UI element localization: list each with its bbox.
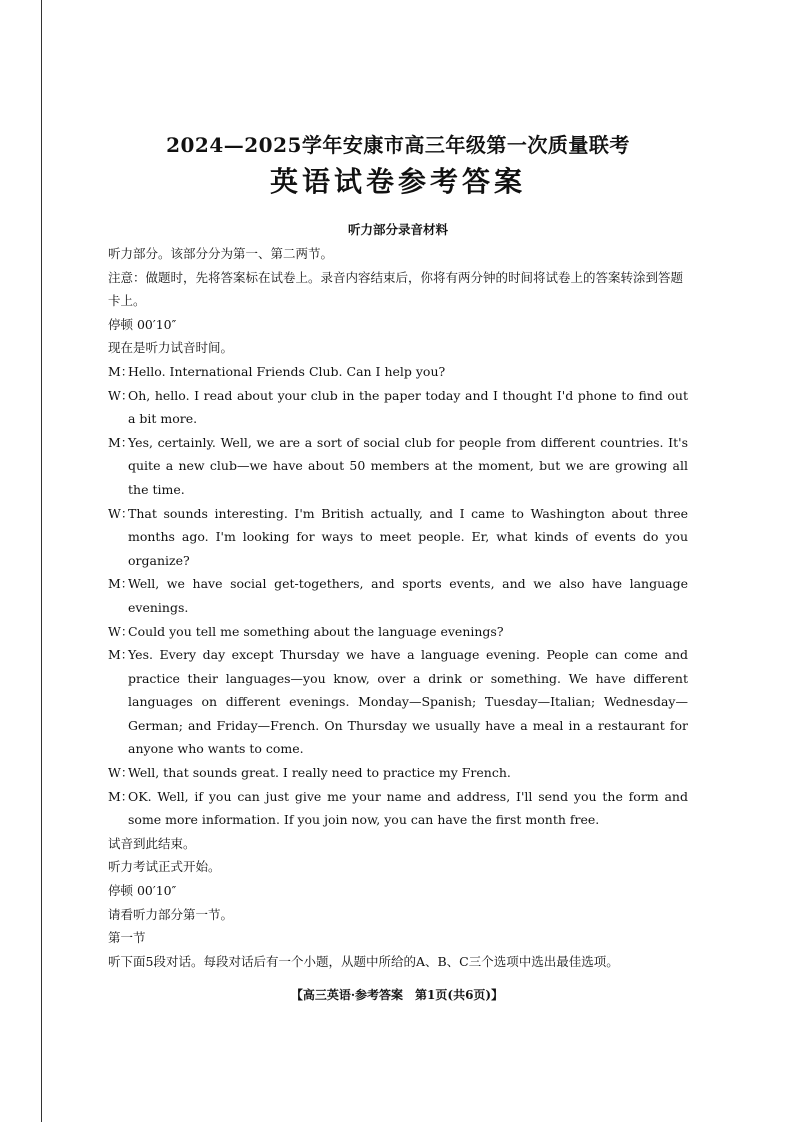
intro-line: 现在是听力试音时间。 bbox=[108, 340, 234, 356]
page-footer: 【高三英语·参考答案 第1页(共6页)】 bbox=[290, 988, 504, 1002]
dialogue-line bbox=[108, 360, 688, 384]
outro-line: 请看听力部分第一节。 bbox=[108, 906, 234, 922]
dialogue-line bbox=[108, 643, 688, 761]
utterance-text: Yes. Every day except Thursday we have a language evening. People can come and practice their languages—you know, over a drink or something. We have different languages on different evenings. Monday—Spanish; Tuesday—Italian; Wednesday—German; and Friday—French. On Thursday we usually have a meal in a restaurant for anyone who wants to come. bbox=[128, 647, 688, 757]
speaker-label: W： bbox=[108, 623, 134, 639]
speaker-label: W： bbox=[108, 387, 134, 403]
utterance-text: Oh, hello. I read about your club in the paper today and I thought I'd phone to find out a bit more. bbox=[128, 387, 688, 427]
speaker-label: M： bbox=[108, 576, 134, 592]
intro-line: 停顿 00′10″ bbox=[108, 316, 177, 332]
exam-title: 2024—2025学年安康市高三年级第一次质量联考 bbox=[166, 133, 630, 157]
speaker-label: M： bbox=[108, 647, 134, 663]
answer-sheet-page bbox=[108, 130, 688, 973]
speaker-label: W： bbox=[108, 765, 134, 781]
section-heading: 听力部分录音材料 bbox=[347, 222, 448, 237]
speaker-label: M： bbox=[108, 788, 134, 804]
utterance-text: Well, that sounds great. I really need to practice my French. bbox=[128, 765, 511, 781]
outro-line: 听力考试正式开始。 bbox=[108, 859, 221, 875]
intro-line: 听力部分。该部分分为第一、第二两节。 bbox=[108, 246, 334, 261]
speaker-label: M： bbox=[108, 434, 134, 450]
dialogue-line bbox=[108, 384, 688, 431]
dialogue-line bbox=[108, 572, 688, 619]
utterance-text: Yes, certainly. Well, we are a sort of social club for people from different countries. It's quite a new club—we have about 50 members at the moment, but we are growing all the time. bbox=[128, 434, 688, 497]
dialogue-line bbox=[108, 620, 688, 644]
utterance-text: OK. Well, if you can just give me your name and address, I'll send you the form and some more information. If you join now, you can have the first month free. bbox=[128, 788, 688, 828]
intro-line: 注意：做题时，先将答案标在试卷上。录音内容结束后，你将有两分钟的时间将试卷上的答案转涂到答题卡上。 bbox=[108, 269, 684, 309]
dialogue-line bbox=[108, 761, 688, 785]
speaker-label: W： bbox=[108, 505, 134, 521]
outro-line: 听下面5段对话。每段对话后有一个小题，从题中所给的A、B、C三个选项中选出最佳选项。 bbox=[108, 953, 619, 969]
utterance-text: Could you tell me something about the language evenings? bbox=[128, 623, 504, 639]
speaker-label: M： bbox=[108, 363, 134, 379]
utterance-text: That sounds interesting. I'm British actually, and I came to Washington about three months ago. I'm looking for ways to meet people. Er, what kinds of events do you organize? bbox=[128, 505, 688, 568]
utterance-text: Well, we have social get-togethers, and sports events, and we also have language evenings. bbox=[128, 576, 688, 615]
outro-line: 试音到此结束。 bbox=[108, 835, 196, 851]
outro-line: 停顿 00′10″ bbox=[108, 883, 177, 899]
outro-line: 第一节 bbox=[108, 930, 146, 946]
dialogue-line bbox=[108, 785, 688, 832]
dialogue-line bbox=[108, 431, 688, 502]
dialogue-line bbox=[108, 502, 688, 573]
utterance-text: Hello. International Friends Club. Can I help you? bbox=[128, 363, 446, 379]
binding-margin-line bbox=[41, 0, 42, 1122]
document-title: 英语试卷参考答案 bbox=[269, 165, 526, 198]
